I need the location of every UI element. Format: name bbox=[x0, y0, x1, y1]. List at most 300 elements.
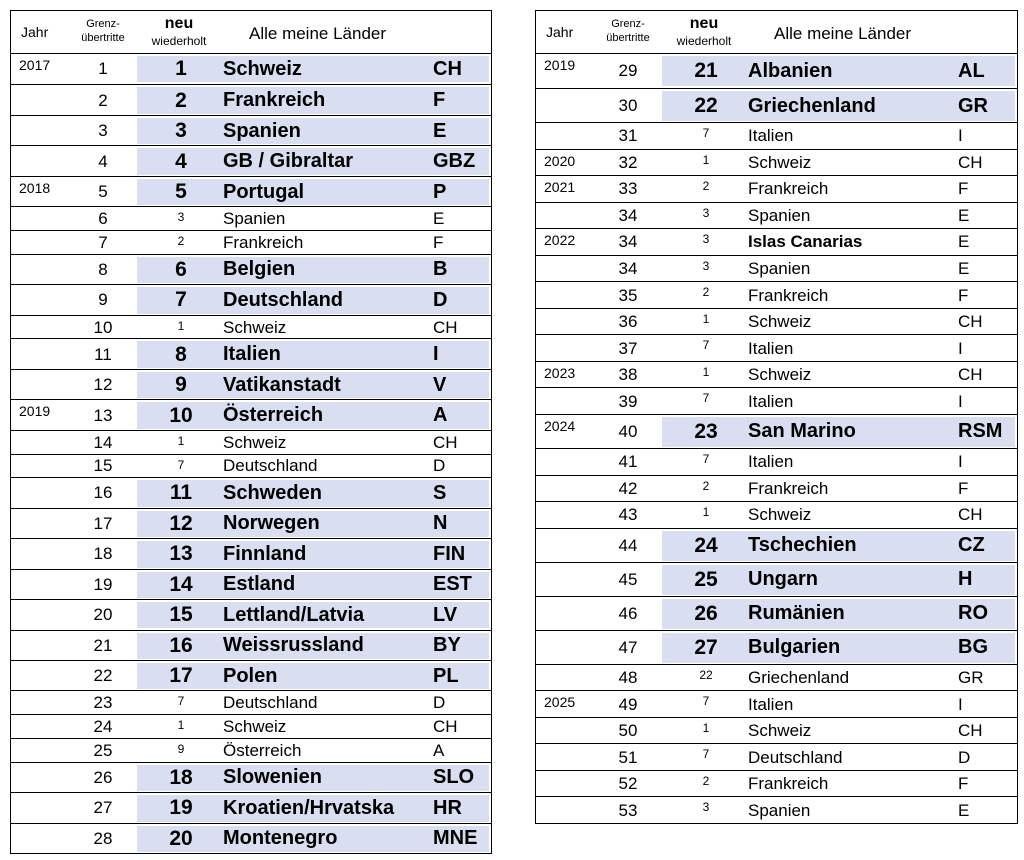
year-cell: 2022 bbox=[544, 232, 576, 249]
crossing-number-cell: 9 bbox=[98, 290, 108, 310]
table-row bbox=[536, 448, 1017, 476]
new-repeated-cell: 2 bbox=[702, 773, 710, 788]
table-row bbox=[11, 430, 491, 455]
year-cell: 2019 bbox=[19, 403, 51, 420]
table-row bbox=[536, 149, 1017, 177]
crossing-number-cell: 8 bbox=[98, 259, 108, 279]
crossing-number-cell: 15 bbox=[93, 456, 113, 476]
table-row bbox=[536, 796, 1017, 824]
new-repeated-cell: 1 bbox=[177, 318, 185, 333]
crossing-number-cell: 41 bbox=[618, 452, 638, 472]
crossing-number-cell: 14 bbox=[93, 432, 113, 452]
country-code-cell: CH bbox=[958, 721, 983, 741]
new-repeated-cell: 12 bbox=[169, 511, 193, 535]
country-code-cell: I bbox=[958, 694, 963, 714]
crossing-number-cell: 18 bbox=[93, 544, 113, 564]
country-code-cell: D bbox=[958, 747, 971, 767]
country-name-cell: Lettland/Latvia bbox=[223, 603, 365, 626]
crossing-number-cell: 47 bbox=[618, 637, 638, 657]
new-repeated-cell: 2 bbox=[702, 478, 710, 493]
crossing-number-cell: 30 bbox=[618, 96, 638, 116]
crossing-number-cell: 48 bbox=[618, 668, 638, 688]
table-row bbox=[536, 690, 1017, 718]
crossing-number-cell: 49 bbox=[618, 694, 638, 714]
table-row bbox=[11, 230, 491, 255]
new-repeated-cell: 1 bbox=[702, 152, 710, 167]
country-name-cell: Frankreich bbox=[748, 285, 829, 305]
table-row bbox=[536, 88, 1017, 123]
crossing-number-cell: 4 bbox=[98, 151, 108, 171]
year-cell: 2018 bbox=[19, 179, 51, 196]
country-name-cell: Weissrussland bbox=[223, 634, 364, 657]
country-name-cell: Spanien bbox=[748, 205, 811, 225]
new-repeated-cell: 3 bbox=[702, 232, 710, 247]
year-cell: 2020 bbox=[544, 152, 576, 169]
crossing-number-cell: 42 bbox=[618, 478, 638, 498]
country-code-cell: E bbox=[958, 232, 970, 252]
header-new-repeated bbox=[664, 15, 744, 49]
new-repeated-cell: 24 bbox=[694, 533, 718, 557]
header-repeated: wiederholt bbox=[676, 34, 732, 48]
country-name-cell: Finnland bbox=[223, 542, 307, 565]
country-code-cell: A bbox=[433, 404, 448, 427]
new-repeated-cell: 15 bbox=[169, 603, 193, 627]
crossing-number-cell: 23 bbox=[93, 693, 113, 713]
country-code-cell: PL bbox=[433, 664, 459, 687]
country-name-cell: Deutschland bbox=[223, 693, 318, 713]
table-row bbox=[536, 717, 1017, 745]
country-code-cell: P bbox=[433, 180, 447, 203]
country-code-cell: CH bbox=[433, 717, 458, 737]
country-name-cell: Schweiz bbox=[223, 317, 287, 337]
new-repeated-cell: 4 bbox=[175, 149, 187, 173]
country-code-cell: HR bbox=[433, 796, 462, 819]
table-row bbox=[11, 145, 491, 176]
new-repeated-cell: 19 bbox=[169, 796, 193, 820]
country-code-cell: N bbox=[433, 512, 448, 535]
crossing-number-cell: 29 bbox=[618, 61, 638, 81]
table-row bbox=[536, 387, 1017, 415]
country-name-cell: Spanien bbox=[223, 119, 301, 142]
year-cell: 2025 bbox=[544, 694, 576, 711]
country-code-cell: CH bbox=[958, 365, 983, 385]
country-name-cell: Frankreich bbox=[223, 89, 326, 112]
country-name-cell: Schweiz bbox=[748, 365, 812, 385]
country-code-cell: CH bbox=[433, 317, 458, 337]
table-row bbox=[11, 792, 491, 823]
crossing-number-cell: 34 bbox=[618, 259, 638, 279]
new-repeated-cell: 7 bbox=[702, 452, 710, 467]
country-name-cell: Rumänien bbox=[748, 602, 845, 625]
crossing-number-cell: 3 bbox=[98, 121, 108, 141]
crossing-number-cell: 34 bbox=[618, 205, 638, 225]
country-code-cell: CH bbox=[958, 152, 983, 172]
table-row bbox=[11, 660, 491, 691]
country-name-cell: Montenegro bbox=[223, 827, 338, 850]
crossing-number-cell: 11 bbox=[94, 344, 112, 364]
new-repeated-cell: 2 bbox=[175, 88, 187, 112]
new-repeated-cell: 3 bbox=[175, 119, 187, 143]
header-repeated: wiederholt bbox=[151, 34, 207, 48]
crossing-number-cell: 7 bbox=[98, 232, 108, 252]
country-name-cell: Spanien bbox=[223, 209, 286, 229]
new-repeated-cell: 16 bbox=[169, 633, 193, 657]
new-repeated-cell: 22 bbox=[694, 94, 718, 118]
year-cell: 2021 bbox=[544, 179, 576, 196]
new-repeated-cell: 1 bbox=[702, 720, 710, 735]
crossing-number-cell: 17 bbox=[93, 513, 113, 533]
country-name-cell: San Marino bbox=[748, 420, 856, 443]
country-code-cell: I bbox=[958, 126, 963, 146]
new-repeated-cell: 10 bbox=[169, 403, 193, 427]
country-name-cell: Schweiz bbox=[748, 312, 812, 332]
country-code-cell: F bbox=[433, 89, 446, 112]
crossing-number-cell: 20 bbox=[93, 605, 113, 625]
crossing-number-cell: 13 bbox=[93, 405, 113, 425]
header-countries: Alle meine Länder bbox=[774, 24, 912, 43]
country-name-cell: Schweiz bbox=[223, 432, 287, 452]
country-code-cell: E bbox=[433, 209, 445, 229]
country-code-cell: F bbox=[433, 232, 444, 252]
crossing-number-cell: 22 bbox=[93, 666, 113, 686]
table-row bbox=[11, 369, 491, 400]
table-row bbox=[11, 762, 491, 793]
new-repeated-cell: 20 bbox=[169, 826, 193, 850]
year-cell: 2019 bbox=[544, 57, 576, 73]
new-repeated-cell: 8 bbox=[175, 342, 187, 366]
table-row bbox=[11, 338, 491, 369]
table-row bbox=[536, 361, 1017, 389]
crossing-number-cell: 32 bbox=[618, 152, 638, 172]
country-code-cell: EST bbox=[433, 573, 472, 596]
country-name-cell: Portugal bbox=[223, 180, 305, 203]
crossing-number-cell: 53 bbox=[618, 800, 638, 820]
table-row bbox=[536, 630, 1017, 665]
year-cell: 2017 bbox=[19, 57, 51, 73]
crossing-number-cell: 34 bbox=[618, 232, 638, 252]
crossing-number-cell: 51 bbox=[618, 747, 638, 767]
table-header bbox=[11, 11, 491, 54]
crossing-number-cell: 45 bbox=[618, 569, 638, 589]
country-name-cell: Österreich bbox=[223, 404, 324, 427]
country-code-cell: CH bbox=[958, 505, 983, 525]
table-row bbox=[11, 284, 491, 315]
crossing-number-cell: 31 bbox=[618, 126, 638, 146]
table-row bbox=[536, 228, 1017, 256]
new-repeated-cell: 7 bbox=[702, 391, 710, 406]
country-code-cell: MNE bbox=[433, 827, 478, 850]
new-repeated-cell: 1 bbox=[702, 505, 710, 520]
country-code-cell: FIN bbox=[433, 542, 466, 565]
country-code-cell: D bbox=[433, 693, 446, 713]
country-code-cell: V bbox=[433, 373, 447, 396]
country-name-cell: GB / Gibraltar bbox=[223, 150, 354, 173]
table-row bbox=[11, 599, 491, 630]
country-code-cell: H bbox=[958, 568, 973, 591]
country-name-cell: Schweiz bbox=[748, 505, 812, 525]
crossing-number-cell: 35 bbox=[618, 285, 638, 305]
table-row bbox=[11, 176, 491, 207]
country-name-cell: Schweiz bbox=[223, 57, 302, 80]
new-repeated-cell: 9 bbox=[175, 373, 187, 397]
new-repeated-cell: 1 bbox=[177, 718, 185, 733]
crossing-number-cell: 37 bbox=[618, 338, 638, 358]
crossing-number-cell: 24 bbox=[93, 717, 113, 737]
table-row bbox=[536, 501, 1017, 529]
country-code-cell: CH bbox=[958, 312, 983, 332]
country-name-cell: Österreich bbox=[223, 740, 302, 760]
crossing-number-cell: 43 bbox=[618, 505, 638, 525]
country-name-cell: Schweiz bbox=[748, 721, 812, 741]
country-code-cell: F bbox=[958, 478, 969, 498]
country-name-cell: Frankreich bbox=[748, 774, 829, 794]
table-row bbox=[11, 54, 491, 84]
table-row bbox=[11, 315, 491, 340]
crossing-number-cell: 2 bbox=[98, 90, 108, 110]
border-crossings-table-right bbox=[535, 10, 1018, 824]
crossing-number-cell: 5 bbox=[98, 182, 108, 202]
table-row bbox=[536, 743, 1017, 771]
new-repeated-cell: 9 bbox=[177, 741, 185, 756]
country-code-cell: F bbox=[958, 285, 969, 305]
country-code-cell: GR bbox=[958, 94, 988, 117]
country-code-cell: LV bbox=[433, 603, 458, 626]
country-name-cell: Italien bbox=[748, 126, 794, 146]
new-repeated-cell: 6 bbox=[175, 257, 187, 281]
table-row bbox=[536, 122, 1017, 150]
country-name-cell: Deutschland bbox=[223, 456, 318, 476]
table-row bbox=[536, 528, 1017, 563]
crossing-number-cell: 6 bbox=[98, 209, 108, 229]
country-name-cell: Belgien bbox=[223, 258, 296, 281]
new-repeated-cell: 3 bbox=[702, 205, 710, 220]
table-row bbox=[11, 477, 491, 508]
new-repeated-cell: 3 bbox=[177, 210, 185, 225]
country-name-cell: Griechenland bbox=[748, 94, 876, 117]
table-row bbox=[536, 308, 1017, 336]
new-repeated-cell: 18 bbox=[169, 765, 193, 789]
country-name-cell: Ungarn bbox=[748, 568, 818, 591]
new-repeated-cell: 11 bbox=[169, 481, 193, 505]
country-code-cell: E bbox=[958, 800, 970, 820]
country-name-cell: Polen bbox=[223, 664, 278, 687]
country-code-cell: RO bbox=[958, 602, 988, 625]
country-name-cell: Vatikanstadt bbox=[223, 373, 341, 396]
crossing-number-cell: 40 bbox=[618, 421, 638, 441]
country-name-cell: Frankreich bbox=[748, 478, 829, 498]
crossing-number-cell: 44 bbox=[618, 535, 638, 555]
country-name-cell: Deutschland bbox=[223, 288, 344, 311]
table-row bbox=[536, 202, 1017, 230]
country-code-cell: E bbox=[433, 119, 447, 142]
table-row bbox=[11, 206, 491, 231]
country-name-cell: Deutschland bbox=[748, 747, 843, 767]
country-name-cell: Albanien bbox=[748, 59, 833, 82]
header-countries: Alle meine Länder bbox=[249, 24, 387, 43]
crossing-number-cell: 16 bbox=[93, 483, 113, 503]
table-row bbox=[11, 84, 491, 115]
country-code-cell: A bbox=[433, 740, 445, 760]
new-repeated-cell: 1 bbox=[702, 364, 710, 379]
country-code-cell: I bbox=[958, 452, 963, 472]
table-row bbox=[11, 115, 491, 146]
country-code-cell: SLO bbox=[433, 766, 475, 789]
country-code-cell: E bbox=[958, 205, 970, 225]
header-year: Jahr bbox=[21, 24, 49, 40]
new-repeated-cell: 7 bbox=[177, 457, 185, 472]
new-repeated-cell: 7 bbox=[177, 694, 185, 709]
country-code-cell: S bbox=[433, 481, 447, 504]
country-code-cell: B bbox=[433, 258, 448, 281]
crossing-number-cell: 39 bbox=[618, 391, 638, 411]
country-code-cell: F bbox=[958, 179, 969, 199]
country-name-cell: Italien bbox=[748, 391, 794, 411]
crossing-number-cell: 33 bbox=[618, 179, 638, 199]
country-name-cell: Griechenland bbox=[748, 668, 850, 688]
country-code-cell: I bbox=[433, 343, 439, 366]
table-row bbox=[536, 770, 1017, 798]
crossing-number-cell: 50 bbox=[618, 721, 638, 741]
table-row bbox=[536, 596, 1017, 631]
header-new: neu bbox=[689, 15, 719, 32]
new-repeated-cell: 25 bbox=[694, 567, 718, 591]
table-row bbox=[536, 281, 1017, 309]
new-repeated-cell: 23 bbox=[694, 419, 718, 443]
crossing-number-cell: 19 bbox=[93, 574, 113, 594]
table-row bbox=[536, 54, 1017, 88]
country-name-cell: Schweiz bbox=[748, 152, 812, 172]
table-row bbox=[11, 399, 491, 430]
country-name-cell: Estland bbox=[223, 573, 296, 596]
country-code-cell: BG bbox=[958, 636, 988, 659]
crossing-number-cell: 21 bbox=[93, 635, 113, 655]
header-new-repeated bbox=[139, 15, 219, 49]
new-repeated-cell: 7 bbox=[702, 126, 710, 141]
table-row bbox=[11, 738, 491, 763]
country-code-cell: I bbox=[958, 391, 963, 411]
country-code-cell: BY bbox=[433, 634, 461, 657]
new-repeated-cell: 5 bbox=[175, 180, 187, 204]
table-row bbox=[11, 254, 491, 285]
country-code-cell: F bbox=[958, 774, 969, 794]
new-repeated-cell: 1 bbox=[175, 57, 187, 81]
country-code-cell: RSM bbox=[958, 420, 1003, 443]
crossing-number-cell: 38 bbox=[618, 365, 638, 385]
country-code-cell: AL bbox=[958, 59, 985, 82]
header-year: Jahr bbox=[546, 24, 574, 40]
country-code-cell: CZ bbox=[958, 534, 985, 557]
table-row bbox=[536, 562, 1017, 597]
country-name-cell: Frankreich bbox=[223, 232, 304, 252]
new-repeated-cell: 17 bbox=[169, 664, 193, 688]
country-name-cell: Italien bbox=[223, 343, 281, 366]
country-code-cell: I bbox=[958, 338, 963, 358]
new-repeated-cell: 1 bbox=[702, 311, 710, 326]
country-code-cell: CH bbox=[433, 432, 458, 452]
new-repeated-cell: 26 bbox=[694, 601, 718, 625]
new-repeated-cell: 2 bbox=[177, 234, 185, 248]
header-crossings: Grenz- übertritte bbox=[81, 18, 125, 44]
new-repeated-cell: 14 bbox=[169, 572, 193, 596]
new-repeated-cell: 13 bbox=[169, 542, 193, 566]
country-code-cell: D bbox=[433, 288, 448, 311]
new-repeated-cell: 3 bbox=[702, 258, 710, 273]
new-repeated-cell: 7 bbox=[702, 747, 710, 762]
country-name-cell: Kroatien/Hrvatska bbox=[223, 796, 395, 819]
country-name-cell: Bulgarien bbox=[748, 636, 841, 659]
new-repeated-cell: 7 bbox=[702, 338, 710, 353]
table-row bbox=[536, 475, 1017, 503]
header-new: neu bbox=[164, 15, 194, 32]
table-row bbox=[11, 569, 491, 600]
new-repeated-cell: 27 bbox=[694, 635, 718, 659]
table-row bbox=[11, 454, 491, 479]
country-name-cell: Schweiz bbox=[223, 717, 287, 737]
country-code-cell: D bbox=[433, 456, 446, 476]
new-repeated-cell: 2 bbox=[702, 179, 710, 194]
country-code-cell: GBZ bbox=[433, 150, 476, 173]
country-name-cell: Frankreich bbox=[748, 179, 829, 199]
country-name-cell: Slowenien bbox=[223, 766, 322, 789]
table-row bbox=[11, 508, 491, 539]
border-crossings-table-left bbox=[10, 10, 492, 854]
country-name-cell: Spanien bbox=[748, 800, 811, 820]
crossing-number-cell: 26 bbox=[93, 767, 113, 787]
crossing-number-cell: 36 bbox=[618, 312, 638, 332]
crossing-number-cell: 46 bbox=[618, 603, 638, 623]
crossing-number-cell: 27 bbox=[93, 798, 113, 818]
crossing-number-cell: 10 bbox=[93, 317, 113, 337]
new-repeated-cell: 3 bbox=[702, 800, 710, 815]
table-row bbox=[536, 664, 1017, 692]
table-row bbox=[11, 538, 491, 569]
table-row bbox=[536, 255, 1017, 283]
country-name-cell: Schweden bbox=[223, 481, 322, 504]
new-repeated-cell: 2 bbox=[702, 285, 710, 300]
table-row bbox=[536, 334, 1017, 362]
crossing-number-cell: 1 bbox=[98, 59, 108, 79]
country-name-cell: Tschechien bbox=[748, 534, 857, 557]
new-repeated-cell: 7 bbox=[702, 694, 710, 709]
year-cell: 2023 bbox=[544, 364, 576, 381]
table-row bbox=[536, 414, 1017, 449]
table-header bbox=[536, 11, 1017, 54]
country-code-cell: GR bbox=[958, 668, 984, 688]
crossing-number-cell: 28 bbox=[93, 828, 113, 848]
table-row bbox=[11, 690, 491, 715]
country-name-cell: Norwegen bbox=[223, 512, 320, 535]
crossing-number-cell: 12 bbox=[93, 375, 113, 395]
table-row bbox=[11, 714, 491, 739]
country-name-cell: Italien bbox=[748, 694, 794, 714]
new-repeated-cell: 1 bbox=[177, 433, 185, 448]
country-code-cell: CH bbox=[433, 57, 462, 80]
crossing-number-cell: 52 bbox=[618, 774, 638, 794]
new-repeated-cell: 7 bbox=[175, 288, 187, 312]
new-repeated-cell: 21 bbox=[694, 59, 718, 83]
table-row bbox=[536, 175, 1017, 203]
country-code-cell: E bbox=[958, 259, 970, 279]
country-name-cell: Islas Canarias bbox=[748, 232, 863, 252]
country-name-cell: Spanien bbox=[748, 259, 811, 279]
new-repeated-cell: 22 bbox=[699, 667, 713, 682]
header-crossings: Grenz- übertritte bbox=[606, 18, 650, 44]
table-row bbox=[11, 630, 491, 661]
country-name-cell: Italien bbox=[748, 452, 794, 472]
crossing-number-cell: 25 bbox=[93, 740, 113, 760]
table-row bbox=[11, 823, 491, 854]
year-cell: 2024 bbox=[544, 417, 576, 434]
